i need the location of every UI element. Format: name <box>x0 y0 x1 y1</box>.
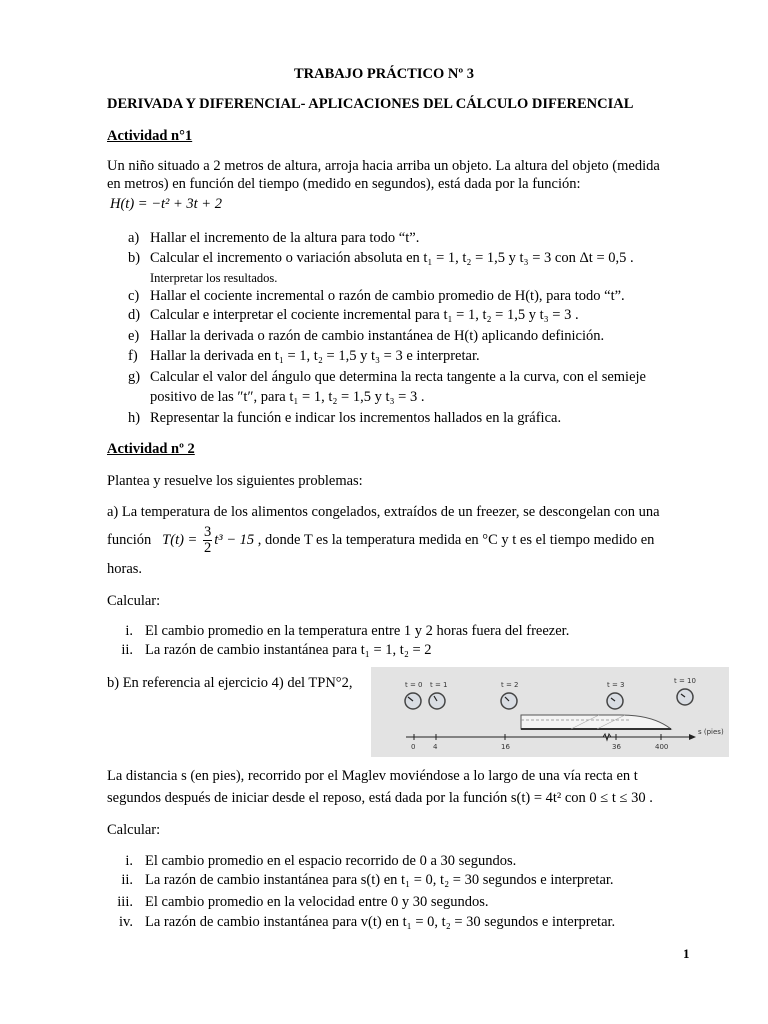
height-function-formula: H(t) = −t² + 3t + 2 <box>110 196 222 212</box>
act1-item-g-text: Calcular el valor del ángulo que determina la recta tangente a la curva, con el semieje <box>150 369 646 385</box>
act1-item-b-note: Interpretar los resultados. <box>150 271 278 285</box>
tick-label: 36 <box>612 743 621 751</box>
clock-label: t = 10 <box>674 677 696 685</box>
problem-b-item-iii-text: El cambio promedio en la velocidad entre 0 y 30 segundos. <box>145 894 489 910</box>
problem-b-item-ii-text: La razón de cambio instantánea para s(t) en t₁ = 0, t₂ = 30 segundos e interpretar. <box>145 872 614 888</box>
problem-a-item-i: i. El cambio promedio en la temperatura entre 1 y 2 horas fuera del freezer. <box>125 623 570 639</box>
act1-intro-line-2: en metros) en función del tiempo (medido en segundos), está dada por la función: <box>107 176 581 192</box>
act1-item-a-text: Hallar el incremento de la altura para todo “t”. <box>150 230 420 246</box>
act1-item-g-continued: positivo de las ″t″, para t₁ = 1, t₂ = 1,5 y t₃ = 3 . <box>150 389 425 405</box>
maglev-text-line-2: segundos después de iniciar desde el reposo, está dada por la función s(t) = 4t² con 0 ≤ t ≤ 30 . <box>107 790 653 806</box>
temperature-formula-rhs: t³ − 15 <box>214 532 255 548</box>
act1-item-d-text: Calcular e interpretar el cociente incremental para t₁ = 1, t₂ = 1,5 y t₃ = 3 . <box>150 307 579 323</box>
act1-item-b: b) Calcular el incremento o variación absoluta en t₁ = 1, t₂ = 1,5 y t₃ = 3 con Δt = 0,5 . <box>128 250 634 266</box>
act1-item-a: a) Hallar el incremento de la altura para todo “t”. <box>128 230 420 246</box>
act2-intro: Plantea y resuelve los siguientes problemas: <box>107 473 363 489</box>
clock-icon <box>607 693 623 709</box>
document-title: TRABAJO PRÁCTICO Nº 3 <box>293 66 474 82</box>
act1-item-b-text: Calcular el incremento o variación absoluta en t₁ = 1, t₂ = 1,5 y t₃ = 3 con Δt = 0,5 . <box>150 250 634 266</box>
act1-item-h-text: Representar la función e indicar los incrementos hallados en la gráfica. <box>150 410 562 426</box>
problem-b-item-iv-text: La razón de cambio instantánea para v(t) en t₁ = 0, t₂ = 30 segundos e interpretar. <box>145 914 616 930</box>
actividad-1-heading: Actividad n°1 <box>107 128 193 144</box>
clock-icon <box>429 693 445 709</box>
problem-b-item-ii: ii. La razón de cambio instantánea para s(t) en t₁ = 0, t₂ = 30 segundos e interpretar. <box>121 872 614 888</box>
fraction-numerator: 3 <box>203 524 212 541</box>
problem-a-item-i-text: El cambio promedio en la temperatura entre 1 y 2 horas fuera del freezer. <box>145 623 570 639</box>
act1-item-f: f) Hallar la derivada en t₁ = 1, t₂ = 1,5 y t₃ = 3 e interpretar. <box>128 348 480 364</box>
clock-icon <box>405 693 421 709</box>
clock-icon <box>501 693 517 709</box>
problem-b-item-iii: iii. El cambio promedio en la velocidad entre 0 y 30 segundos. <box>117 894 489 910</box>
problem-b-intro: b) En referencia al ejercicio 4) del TPN°2, <box>107 675 353 691</box>
act1-item-h: h) Representar la función e indicar los incrementos hallados en la gráfica. <box>128 410 562 426</box>
clock-icon <box>677 689 693 705</box>
actividad-2-heading: Actividad nº 2 <box>107 441 195 457</box>
maglev-figure <box>371 667 729 757</box>
problem-b-item-iv: iv. La razón de cambio instantánea para v(t) en t₁ = 0, t₂ = 30 segundos e interpretar. <box>119 914 616 930</box>
clock-label: t = 3 <box>607 681 625 689</box>
problem-a-line-3: horas. <box>107 561 143 577</box>
act1-item-d: d) Calcular e interpretar el cociente incremental para t₁ = 1, t₂ = 1,5 y t₃ = 3 . <box>128 307 579 323</box>
clock-label: t = 1 <box>430 681 448 689</box>
calcular-label-2: Calcular: <box>107 822 161 838</box>
document-subtitle: DERIVADA Y DIFERENCIAL- APLICACIONES DEL CÁLCULO DIFERENCIAL <box>107 96 634 112</box>
act1-intro-line-1: Un niño situado a 2 metros de altura, arroja hacia arriba un objeto. La altura del objeto (medida <box>107 158 660 174</box>
act1-item-c: c) Hallar el cociente incremental o razón de cambio promedio de H(t), para todo “t”. <box>128 288 625 304</box>
temperature-formula-lhs: T(t) = <box>162 532 198 548</box>
clock-label: t = 0 <box>405 681 423 689</box>
act1-item-e-text: Hallar la derivada o razón de cambio instantánea de H(t) aplicando definición. <box>150 328 605 344</box>
problem-a-prefix: función <box>107 532 152 548</box>
maglev-train-icon <box>521 715 671 729</box>
tick-label: 400 <box>655 743 669 751</box>
tick-label: 16 <box>501 743 510 751</box>
problem-a-suffix: , donde T es la temperatura medida en °C y t es el tiempo medido en <box>257 532 655 548</box>
problem-a-line-2 <box>107 524 654 556</box>
fraction-denominator: 2 <box>203 540 212 557</box>
act1-item-c-text: Hallar el cociente incremental o razón de cambio promedio de H(t), para todo “t”. <box>150 288 625 304</box>
axis-arrow-icon <box>689 734 696 740</box>
temperature-formula-fraction <box>203 525 212 556</box>
problem-a-item-ii: ii. La razón de cambio instantánea para t₁ = 1, t₂ = 2 <box>121 642 432 658</box>
calcular-label-1: Calcular: <box>107 593 161 609</box>
act1-item-f-text: Hallar la derivada en t₁ = 1, t₂ = 1,5 y t₃ = 3 e interpretar. <box>150 348 480 364</box>
problem-a-line-1: a) La temperatura de los alimentos congelados, extraídos de un freezer, se descongelan con una <box>107 504 660 520</box>
axis-label: s (pies) <box>698 728 724 736</box>
tick-label: 4 <box>433 743 438 751</box>
maglev-text-line-1: La distancia s (en pies), recorrido por el Maglev moviéndose a lo largo de una vía recta en t <box>107 768 638 784</box>
problem-b-item-i-text: El cambio promedio en el espacio recorrido de 0 a 30 segundos. <box>145 853 517 869</box>
act1-item-g: g) Calcular el valor del ángulo que determina la recta tangente a la curva, con el semieje <box>128 369 646 385</box>
page-number: 1 <box>683 946 690 961</box>
clock-label: t = 2 <box>501 681 519 689</box>
act1-item-e: e) Hallar la derivada o razón de cambio instantánea de H(t) aplicando definición. <box>128 328 605 344</box>
problem-b-item-i: i. El cambio promedio en el espacio recorrido de 0 a 30 segundos. <box>125 853 517 869</box>
maglev-diagram <box>371 667 729 757</box>
tick-label: 0 <box>411 743 416 751</box>
problem-a-item-ii-text: La razón de cambio instantánea para t₁ = 1, t₂ = 2 <box>145 642 432 658</box>
